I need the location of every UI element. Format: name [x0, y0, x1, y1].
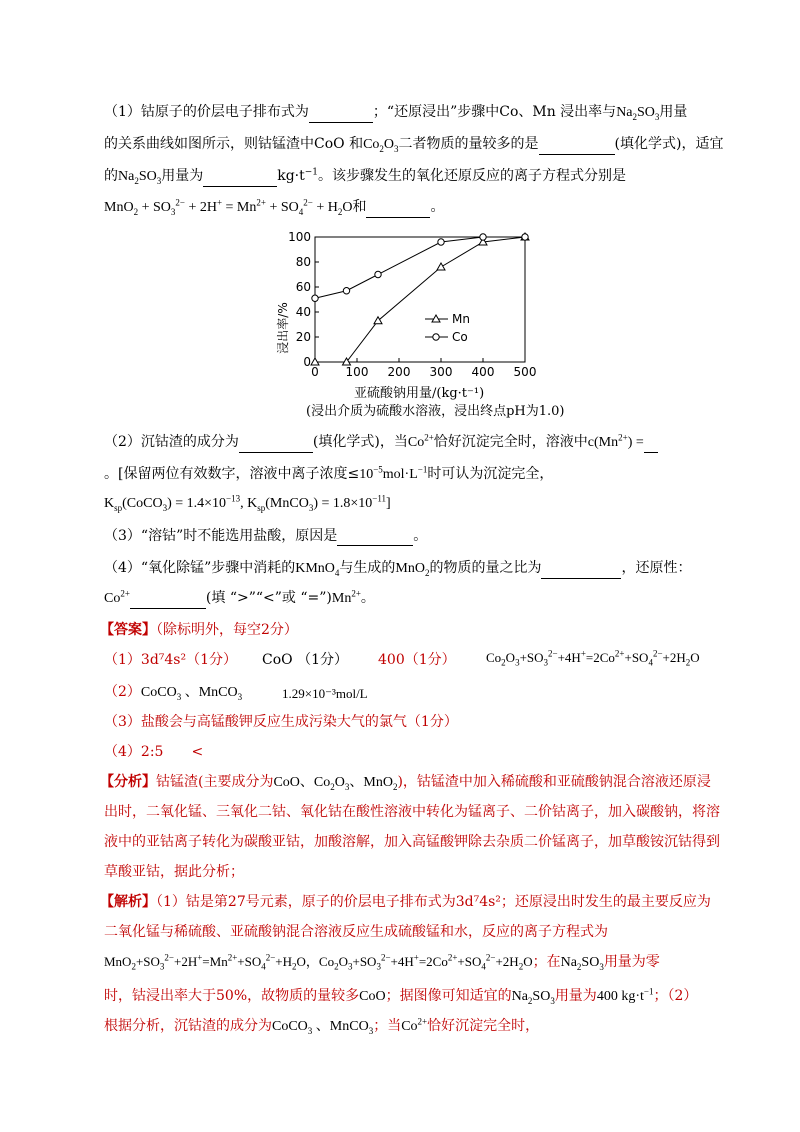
answer-4 — [104, 742, 203, 762]
q2-line3 — [104, 494, 391, 514]
q3-line — [104, 526, 427, 546]
q2-line2 — [104, 464, 553, 485]
formula-mno2: MnO$_2$ — [395, 561, 430, 578]
y-axis-label: 浸出率/% — [276, 302, 290, 354]
q3-text: （3）“溶钴”时不能选用盐酸，原因是 — [104, 528, 338, 544]
answer-blank[interactable] — [203, 170, 277, 187]
q4-text: (填 “>”“<”或 “=”) — [205, 590, 332, 606]
ion-co2: $Co^{2+}$ — [407, 432, 434, 450]
x-tick-label: 400 — [471, 365, 495, 379]
q2-text: ] — [386, 496, 391, 511]
y-tick-label: 0 — [303, 355, 311, 369]
analysis-text: )，钴锰渣中加入稀硫酸和亚硫酸钠混合溶液还原浸 — [397, 774, 711, 790]
answer-1-400: 400（1分） — [378, 652, 456, 668]
q2-text: (填化学式)，当 — [312, 434, 408, 450]
q1-text: 。 — [430, 200, 445, 215]
y-tick-label: 20 — [295, 330, 311, 344]
answer-head: 【答案】 — [100, 622, 156, 638]
formula-na2so3: $Na_2SO_3$ — [118, 169, 162, 186]
q1-text: ；“还原浸出”步骤中Co、Mn 浸出率与 — [372, 104, 617, 120]
formula-limit: $10^{-5}mol\cdot L^{-1}$ — [359, 464, 428, 482]
q2-text: 。[保留两位有效数字，溶液中离子浓度≤ — [104, 466, 360, 482]
answer-blank[interactable] — [130, 592, 206, 609]
q4-text: 的物质的量之比为 — [429, 560, 542, 576]
data-point-co — [343, 288, 349, 294]
formula-coo: CoO — [359, 989, 386, 1004]
solution-text: （1）钴是第27号元素，原子的价层电子排布式为3d⁷4s²；还原浸出时发生的最主要反应为 — [156, 894, 711, 910]
q4-text: （4）“氧化除锰”步骤中消耗的 — [104, 560, 296, 576]
formula-na2so3: $Na_2SO_3$ — [560, 955, 604, 972]
solution-text: ；当 — [373, 1018, 402, 1034]
formula-co2o3: $Co_2O_3$ — [363, 137, 399, 154]
q1-text: kg·t — [277, 168, 305, 184]
solution-text: 时，钴浸出率大于50%，故物质的量较多 — [104, 988, 360, 1004]
solution-line3 — [104, 952, 660, 973]
answer-blank[interactable] — [309, 106, 373, 123]
q1-text: 用量为 — [161, 168, 204, 184]
solution-line4 — [104, 986, 697, 1007]
answer-header — [100, 620, 298, 640]
analysis-formulas: CoO、$Co_2O_3$、MnO$_2$ — [273, 775, 398, 792]
q3-text: 。 — [413, 528, 428, 544]
analysis-line4: 草酸亚钴，据此分析； — [104, 864, 244, 880]
q1-text: 用量 — [659, 104, 688, 120]
y-tick-label: 100 — [288, 230, 311, 244]
answer-4-ratio: （4）2:5 — [104, 744, 164, 760]
q1-text: (填化学式)，适宜 — [614, 136, 724, 152]
chart-legend — [425, 312, 470, 344]
q4-line1 — [104, 558, 691, 579]
data-point-mn — [437, 263, 445, 270]
q2-text: 恰好沉淀完全时，溶液中 — [433, 434, 588, 450]
legend-marker — [433, 334, 439, 340]
q1-line1 — [104, 102, 687, 123]
solution-line1 — [100, 892, 711, 912]
analysis-line3: 液中的亚钴离子转化为碳酸亚钴，加酸溶解，加入高锰酸钾除去杂质二价锰离子，加草酸铵沉钴得到 — [104, 834, 720, 850]
q4-text: ，还原性： — [621, 560, 692, 576]
answer-label: （2） — [104, 684, 141, 700]
analysis-head: 【分析】 — [100, 774, 156, 790]
q2-text: 时可认为沉淀完全， — [427, 466, 554, 482]
plot-frame — [315, 237, 525, 362]
q4-line2 — [104, 588, 375, 609]
analysis-text: 钴锰渣(主要成分为 — [156, 774, 274, 790]
q1-text: 二者物质的量较多的是 — [398, 136, 539, 152]
solution-text: ；在 — [532, 954, 561, 970]
q1-line4 — [104, 198, 444, 218]
q1-text: 和 — [352, 200, 367, 215]
ksp-values: $K_{sp}(CoCO_3) = 1.4\times 10^{-13}$, $K_{sp}(MnCO_3) = 1.8\times 10^{-11}$ — [104, 493, 387, 513]
answer-2-value: 1.29×10⁻³mol/L — [282, 686, 368, 701]
x-tick-label: 500 — [513, 365, 537, 379]
solution-line5 — [104, 1016, 539, 1037]
answer-blank[interactable] — [239, 436, 313, 453]
ion-co2: $Co^{2+}$ — [401, 1016, 428, 1034]
equation-mno2: $MnO_2 + SO_3^{2-} + 2H^+ = Mn^{2+} + SO_4^{2-} + H_2O$ — [104, 197, 353, 217]
q1-line3: 的$Na_2SO_3$用量为 $kg\cdot t^{-1}$。该步骤发生的氧化还原反应的离子方程式分别是 — [104, 167, 627, 186]
q1-text: （1）钴原子的价层电子排布式为 — [104, 104, 309, 120]
x-tick-label: 200 — [387, 365, 411, 379]
answer-1-coo: CoO （1分） — [262, 652, 348, 668]
y-tick-label: 60 — [295, 280, 311, 294]
solution-text: 恰好沉淀完全时， — [427, 1018, 540, 1034]
x-tick-label: 300 — [429, 365, 453, 379]
solution-head: 【解析】 — [100, 894, 156, 910]
answer-blank[interactable] — [366, 201, 430, 218]
leaching-rate-chart — [270, 228, 560, 388]
x-tick-label: 0 — [311, 365, 319, 379]
answer-blank[interactable] — [539, 138, 615, 155]
chart-caption: (浸出介质为硫酸水溶液，浸出终点pH为1.0) — [306, 404, 565, 419]
chart-series — [311, 233, 529, 365]
answer-blank[interactable] — [541, 562, 621, 579]
q1-text: 的 — [104, 168, 118, 184]
solution-formulas: CoCO$_3$ 、MnCO$_3$ — [272, 1019, 374, 1036]
solution-equations: $MnO_2+SO_3^{2-}+2H^+=Mn^{2+}+SO_4^{2-}+H_2O$，$Co_2O_3+SO_3^{2-}+4H^+=2Co^{2+}+SO_4^{2-}+2H_2O$ — [104, 952, 533, 972]
answer-label: （1） — [104, 652, 141, 668]
analysis-line1 — [100, 772, 711, 793]
data-point-co — [312, 295, 318, 301]
answer-3: （3）盐酸会与高锰酸钾反应生成污染大气的氯气（1分） — [104, 714, 458, 730]
data-point-co — [522, 234, 528, 240]
data-point-co — [438, 239, 444, 245]
answer-note: （除标明外，每空2分） — [156, 622, 298, 638]
legend-label: Co — [452, 330, 468, 344]
solution-line2: 二氧化锰与稀硫酸、亚硫酸钠混合溶液反应生成硫酸锰和水，反应的离子方程式为 — [104, 924, 608, 940]
chart-axes — [288, 230, 536, 379]
solution-text: ；（2） — [653, 988, 698, 1004]
q2-line1 — [104, 432, 658, 453]
y-tick-label: 80 — [295, 255, 311, 269]
data-point-co — [480, 234, 486, 240]
analysis-line2: 出时，二氧化锰、三氧化二钴、氧化钴在酸性溶液中转化为锰离子、二价钴离子，加入碳酸钠，将溶 — [104, 804, 720, 820]
q2-text: （2）沉钴渣的成分为 — [104, 434, 239, 450]
answer-1 — [104, 650, 237, 670]
answer-1-equation: $Co_2O_3+SO_3^{2-}+4H^+=2Co^{2+}+SO_4^{2-}+2H_2O$ — [486, 648, 700, 668]
answer-config: 3d⁷4s²（1分） — [140, 652, 238, 668]
answer-2 — [104, 682, 242, 703]
value-400: 400 $kg\cdot t^{-1}$ — [596, 986, 654, 1004]
series-line-mn — [315, 237, 525, 362]
x-axis-label: 亚硫酸钠用量/(kg·t⁻¹) — [354, 386, 485, 401]
answer-blank[interactable] — [644, 436, 658, 453]
formula-c-mn: $c(Mn^{2+})$ = — [587, 432, 644, 450]
formula-kmno4: KMnO$_4$ — [295, 561, 340, 578]
solution-text: ；据图像可知适宜的 — [385, 988, 512, 1004]
q1-text: 的关系曲线如图所示，则钴锰渣中CoO 和 — [104, 136, 364, 152]
formula-na2so3: $Na_2SO_3$ — [616, 105, 660, 122]
answer-2-formulas: CoCO$_3$ 、MnCO$_3$ — [140, 685, 243, 702]
ion-co2: $Co^{2+}$ — [104, 588, 130, 606]
data-point-co — [375, 271, 381, 277]
q1-line2 — [104, 134, 723, 155]
x-tick-label: 100 — [345, 365, 369, 379]
solution-text: 根据分析，沉钴渣的成分为 — [104, 1018, 272, 1034]
q1-text: 。该步骤发生的氧化还原反应的离子方程式分别是 — [318, 168, 627, 184]
legend-label: Mn — [452, 312, 470, 326]
formula-na2so3: $Na_2SO_3$ — [511, 989, 555, 1006]
solution-text: 用量为零 — [603, 954, 660, 970]
q4-text: 与生成的 — [339, 560, 396, 576]
y-tick-label: 40 — [295, 305, 311, 319]
ion-mn2: $Mn^{2+}$。 — [331, 588, 375, 606]
answer-blank[interactable] — [337, 529, 413, 546]
answer-4-compare: < — [191, 744, 204, 760]
solution-text: 用量为 — [554, 988, 597, 1004]
